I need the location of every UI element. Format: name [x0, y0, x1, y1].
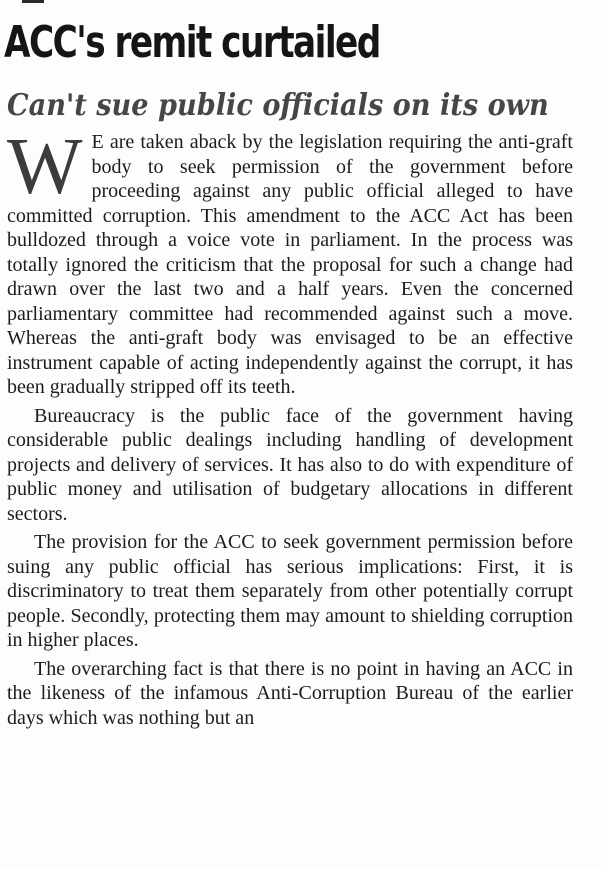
headline: ACC's remit curtailed: [4, 17, 380, 68]
top-edge-mark: [22, 0, 44, 3]
paragraph-3: The provision for the ACC to seek government permission before suing any public official has serious implications: First, it is discriminatory to treat them separately from other potentially corrupt people. Secondly, protecting them may amount to shielding corruption in higher places.: [7, 531, 573, 651]
subheadline: Can't sue public officials on its own: [7, 88, 549, 123]
paragraph-1: [7, 123, 573, 400]
paragraph-1-text: E are taken aback by the legislation requiring the anti-graft body to seek permission of the government before proceeding against any public official alleged to have committed corruption. This amendment to the ACC Act has been bulldozed through a voice vote in parliament. In the process was totally ignored the criticism that the proposal for such a change had drawn over the last two and a half years. Even the concerned parliamentary committee had recommended against such a move. Whereas the anti-graft body was envisaged to be an effective instrument capable of acting independently against the corrupt, it has been gradually stripped off its teeth.: [7, 131, 573, 398]
article-body: [7, 123, 573, 734]
drop-cap: W: [7, 123, 83, 211]
paragraph-2: Bureaucracy is the public face of the government having considerable public dealings including handling of development projects and delivery of services. It has also to do with expenditure of public money and utilisation of budgetary allocations in different sectors.: [7, 404, 573, 525]
paragraph-4: The overarching fact is that there is no point in having an ACC in the likeness of the infamous Anti-Corruption Bureau of the earlier days which was nothing but an: [7, 657, 573, 729]
